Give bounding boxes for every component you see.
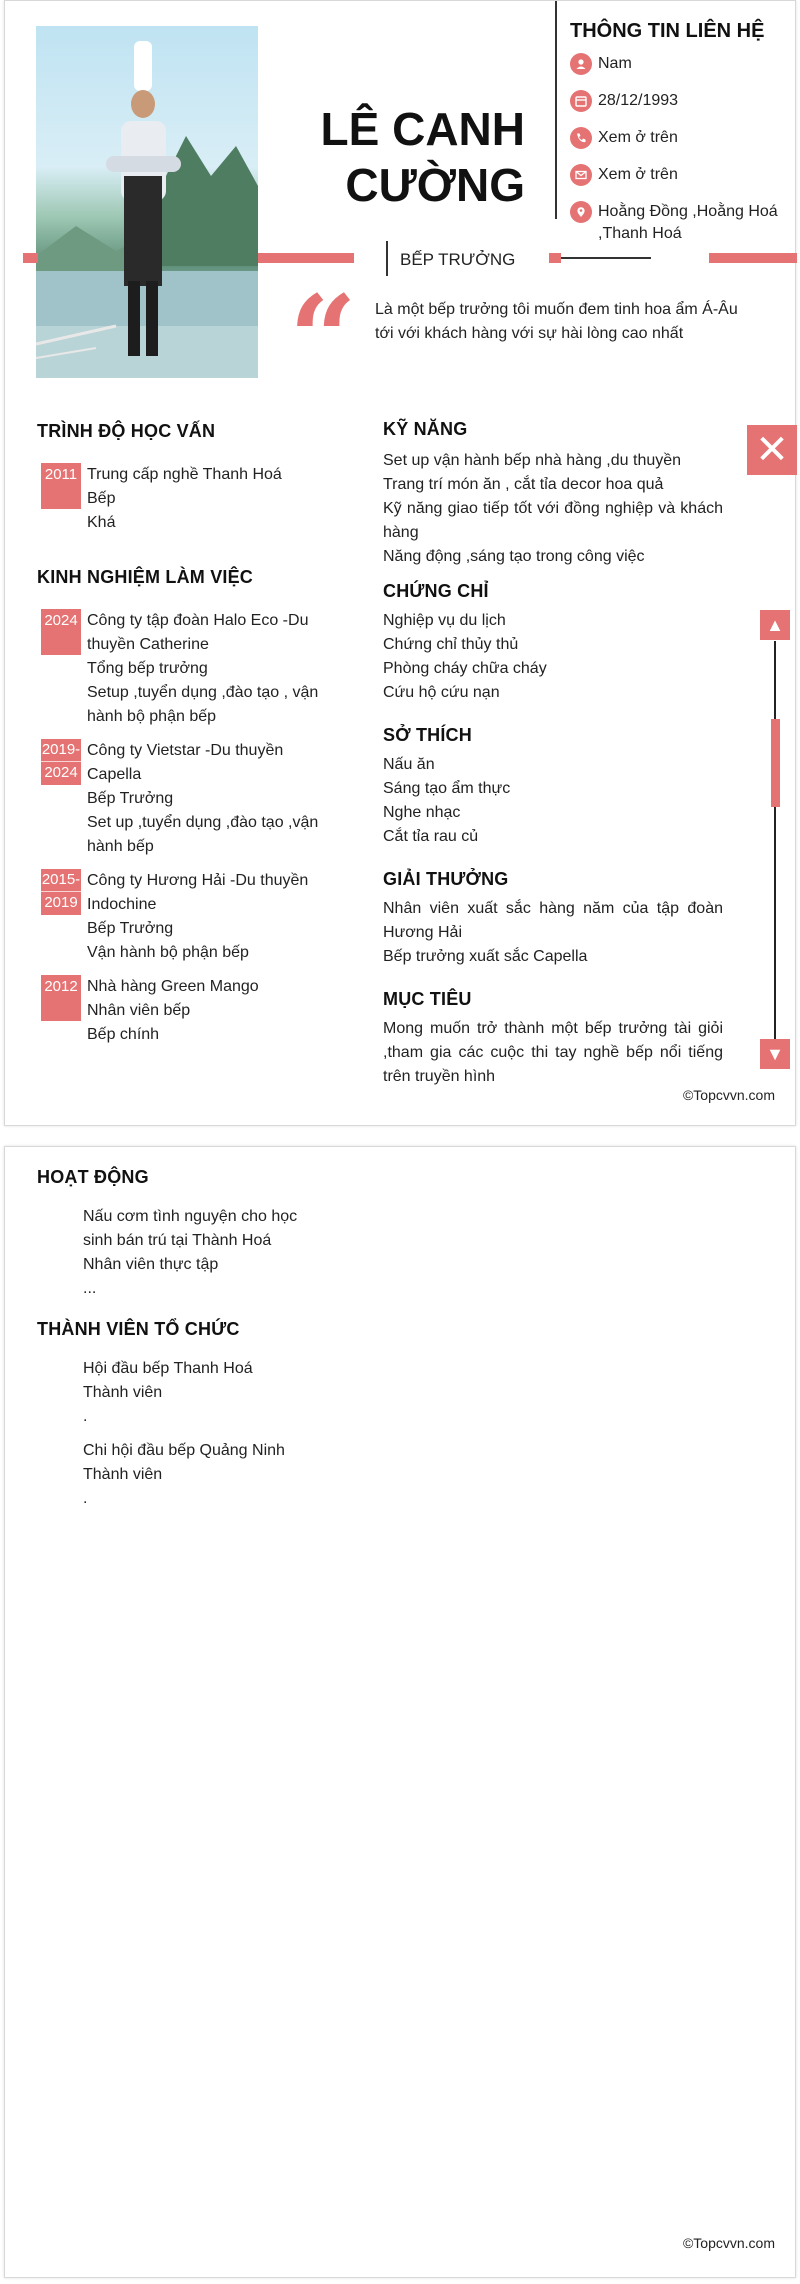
experience-year-badge (41, 609, 81, 655)
hobbies-list (383, 753, 723, 849)
awards-title: GIẢI THƯỞNG (383, 869, 509, 889)
organization-role: Thành viên (83, 1384, 163, 1401)
phone-icon (570, 127, 592, 149)
experience-year-end: 2019 (41, 891, 81, 914)
experience-year-start: 2015- (41, 871, 81, 888)
education-major: Bếp (87, 490, 116, 507)
experience-desc: Set up ,tuyển dụng ,đào tạo ,vận hành bếp (87, 814, 319, 855)
certificate-item: Phòng cháy chữa cháy (383, 660, 547, 677)
education-title: TRÌNH ĐỘ HỌC VẤN (37, 421, 216, 441)
award-item: Nhân viên xuất sắc hàng năm của tập đoàn Hương Hải (383, 900, 723, 941)
contact-divider (555, 1, 557, 219)
experience-company: Nhà hàng Green Mango (87, 978, 259, 995)
location-icon (570, 201, 592, 223)
organization-note: . (83, 1408, 88, 1425)
activities-title: HOẠT ĐỘNG (37, 1167, 149, 1187)
activity-item: Nhân viên thực tập (83, 1256, 219, 1273)
goal-title: MỤC TIÊU (383, 989, 472, 1009)
certificate-item: Chứng chỉ thủy thủ (383, 636, 519, 653)
skill-item: Kỹ năng giao tiếp tốt với đồng nghiệp và khách hàng (383, 500, 723, 541)
scroll-thumb[interactable] (771, 719, 780, 807)
organization-name: Chi hội đầu bếp Quảng Ninh (83, 1442, 285, 1459)
certificate-item: Nghiệp vụ du lịch (383, 612, 506, 629)
skills-title: KỸ NĂNG (383, 419, 468, 439)
experience-desc: Vận hành bộ phận bếp (87, 944, 249, 961)
watermark: ©Topcvvn.com (682, 2235, 775, 2251)
name-line-1: LÊ CANH (320, 103, 525, 155)
watermark: ©Topcvvn.com (682, 1087, 775, 1103)
organizations-title: THÀNH VIÊN TỔ CHỨC (37, 1319, 240, 1339)
up-arrow-icon: ▲ (766, 614, 784, 635)
education-grade: Khá (87, 514, 116, 531)
band-mid-marker (549, 253, 561, 263)
experience-year-badge (41, 739, 81, 785)
goal-text: Mong muốn trở thành một bếp trưởng tài giỏi ,tham gia các cuộc thi tay nghề bếp nổi tiếng trên truyền hình (383, 1020, 723, 1085)
hobby-item: Nấu ăn (383, 756, 435, 773)
band-right-bar (709, 253, 797, 263)
activity-item: Nấu cơm tình nguyện cho học sinh bán trú tại Thành Hoá (83, 1208, 298, 1249)
mail-icon (570, 164, 592, 186)
certificates-title: CHỨNG CHỈ (383, 581, 489, 601)
contact-phone (570, 127, 792, 164)
certificates-list (383, 609, 723, 705)
experience-company: Công ty tập đoàn Halo Eco -Du thuyền Catherine (87, 612, 309, 653)
contact-birthday (570, 90, 792, 127)
experience-desc: Bếp chính (87, 1026, 160, 1043)
experience-role: Nhân viên bếp (87, 1002, 191, 1019)
band-mid-line (561, 257, 651, 259)
hobby-item: Sáng tạo ẩm thực (383, 780, 511, 797)
experience-role: Bếp Trưởng (87, 790, 174, 807)
organization-name: Hội đầu bếp Thanh Hoá (83, 1360, 253, 1377)
experience-entry (41, 869, 331, 969)
organization-role: Thành viên (83, 1466, 163, 1483)
experience-desc: Setup ,tuyển dụng ,đào tạo , vận hành bộ phận bếp (87, 684, 319, 725)
experience-company: Công ty Vietstar -Du thuyền Capella (87, 742, 284, 783)
certificate-item: Cứu hộ cứu nạn (383, 684, 500, 701)
hobbies-title: SỞ THÍCH (383, 725, 472, 745)
award-item: Bếp trưởng xuất sắc Capella (383, 948, 588, 965)
skill-item: Set up vận hành bếp nhà hàng ,du thuyền (383, 452, 682, 469)
contact-birthday-text: 28/12/1993 (598, 92, 679, 109)
experience-year: 2012 (44, 978, 78, 995)
experience-role: Bếp Trưởng (87, 920, 174, 937)
quote-mark-icon: “ (289, 269, 357, 408)
experience-entry (41, 609, 331, 729)
down-arrow-icon: ▼ (766, 1043, 784, 1064)
experience-year-start: 2019- (41, 741, 81, 758)
experience-title: KINH NGHIỆM LÀM VIỆC (37, 567, 254, 587)
contact-email (570, 164, 792, 201)
skills-list (383, 449, 723, 569)
experience-company: Công ty Hương Hải -Du thuyền Indochine (87, 872, 309, 913)
profile-photo (36, 26, 258, 378)
awards-list (383, 897, 723, 969)
contact-email-text: Xem ở trên (598, 166, 678, 183)
skill-item: Năng động ,sáng tạo trong công việc (383, 548, 645, 565)
contact-section (570, 20, 792, 245)
education-year-badge (41, 463, 81, 509)
person-icon (570, 53, 592, 75)
band-left-bar (258, 253, 354, 263)
close-button[interactable] (747, 425, 797, 475)
contact-phone-text: Xem ở trên (598, 129, 678, 146)
experience-year: 2024 (44, 612, 78, 629)
scroll-up-button[interactable] (760, 610, 790, 640)
contact-title: THÔNG TIN LIÊN HỆ (570, 20, 765, 42)
contact-address (570, 201, 792, 245)
band-left-stub (23, 253, 38, 263)
cv-page-2 (4, 1146, 796, 2278)
name-block (295, 101, 535, 213)
experience-year-end: 2024 (41, 761, 81, 784)
objective-summary: Là một bếp trưởng tôi muốn đem tinh hoa ẩm Á-Âu tới với khách hàng với sự hài lòng cao nhất (375, 301, 738, 342)
scroll-track[interactable] (774, 641, 776, 1039)
experience-entry (41, 739, 331, 859)
hobby-item: Cắt tỉa rau củ (383, 828, 479, 845)
activities-list (83, 1205, 323, 1301)
position-divider (386, 241, 388, 276)
hobby-item: Nghe nhạc (383, 804, 461, 821)
name-line-2: CƯỜNG (345, 159, 525, 211)
contact-address-text: Hoằng Đồng ,Hoằng Hoá ,Thanh Hoá (598, 203, 778, 242)
scroll-down-button[interactable] (760, 1039, 790, 1069)
education-entry (41, 463, 331, 535)
experience-year-badge (41, 869, 81, 915)
close-icon: ✕ (755, 428, 789, 472)
organization-entry (83, 1357, 383, 1429)
organization-entry (83, 1439, 383, 1511)
education-school: Trung cấp nghề Thanh Hoá (87, 466, 282, 483)
experience-year-badge (41, 975, 81, 1021)
calendar-icon (570, 90, 592, 112)
education-year: 2011 (44, 466, 78, 483)
organization-note: . (83, 1490, 88, 1507)
skill-item: Trang trí món ăn , cắt tỉa decor hoa quả (383, 476, 664, 493)
experience-role: Tổng bếp trưởng (87, 660, 208, 677)
cv-page-1 (4, 0, 796, 1126)
chef-photo-illustration (36, 26, 258, 378)
contact-gender-text: Nam (598, 55, 632, 72)
contact-gender (570, 53, 792, 90)
activity-item: ... (83, 1280, 97, 1297)
position-title: BẾP TRƯỞNG (400, 250, 516, 269)
experience-entry (41, 975, 331, 1055)
